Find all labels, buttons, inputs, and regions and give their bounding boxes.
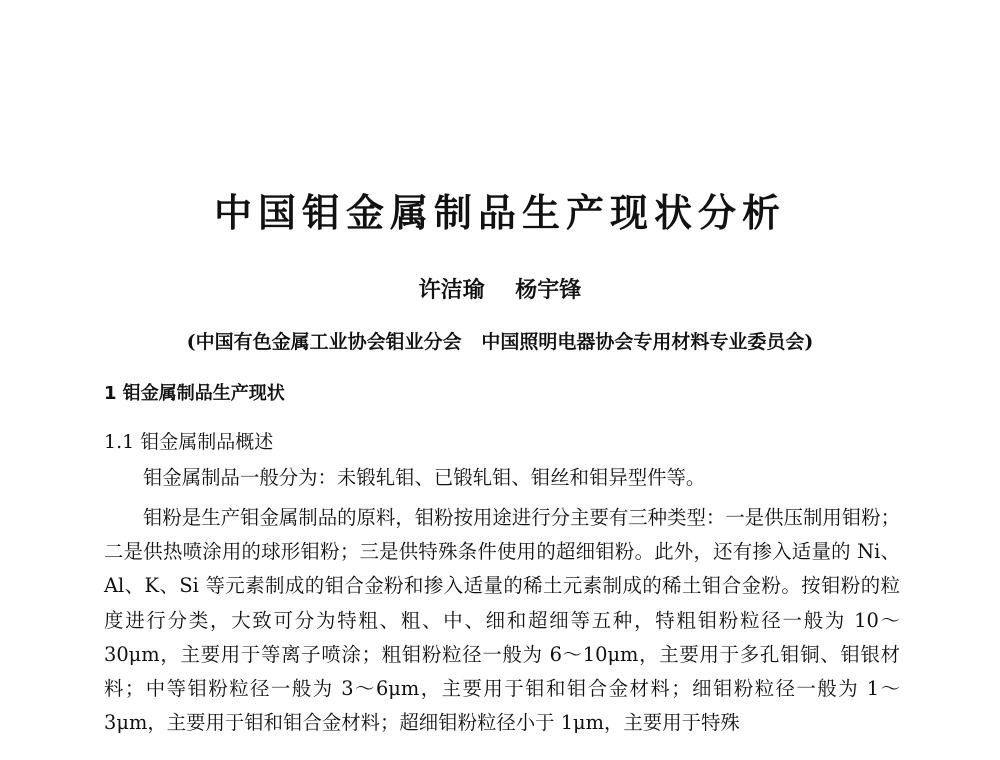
- subsection-heading: 1.1 钼金属制品概述: [104, 431, 274, 453]
- page-title: 中国钼金属制品生产现状分析: [213, 191, 786, 235]
- authors: 许洁瑜 杨宇锋: [418, 277, 582, 303]
- paragraph-2: 钼粉是生产钼金属制品的原料，钼粉按用途进行分主要有三种类型：一是供压制用钼粉；二是供热喷涂用的球形钼粉；三是供特殊条件使用的超细钼粉。此外，还有掺入适量的 Ni、Al、K、Si 等元素制成的钼合金粉和掺入适量的稀土元素制成的稀土钼合金粉。按钼粉的粒度进行分类，大致可分为特粗、粗、中、细和超细等五种，特粗钼粉粒径一般为 10～30μm，主要用于等离子喷涂；粗钼粉粒径一般为 6～10μm，主要用于多孔钼铜、钼银材料；中等钼粉粒径一般为 3～6μm，主要用于钼和钼合金材料；细钼粉粒径一般为 1～3μm，主要用于钼和钼合金材料；超细钼粉粒径小于 1μm，主要用于特殊: [104, 506, 900, 735]
- affiliation: (中国有色金属工业协会钼业分会 中国照明电器协会专用材料专业委员会): [186, 331, 814, 353]
- section-heading: 1 钼金属制品生产现状: [104, 383, 285, 404]
- paragraph-1: 钼金属制品一般分为：未锻轧钼、已锻轧钼、钼丝和钼异型件等。: [143, 466, 706, 489]
